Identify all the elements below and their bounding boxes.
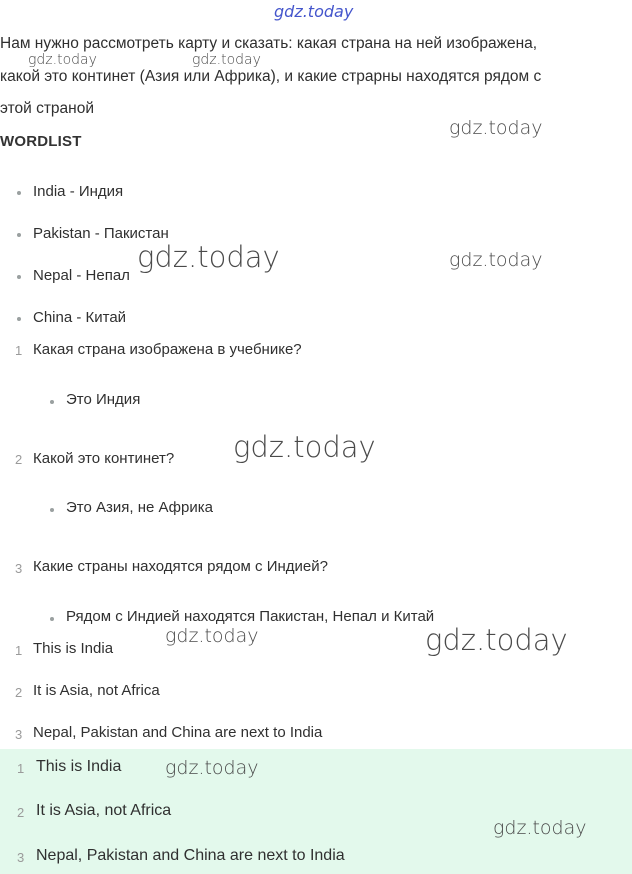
question-number: 3 bbox=[15, 561, 23, 576]
watermark: gdz.today bbox=[165, 625, 259, 647]
list-item: Nepal - Непал bbox=[33, 267, 130, 284]
bullet-icon bbox=[17, 317, 21, 321]
answer-number: 2 bbox=[17, 805, 25, 820]
watermark: gdz.today bbox=[425, 623, 568, 657]
bullet-icon bbox=[50, 617, 54, 621]
bullet-icon bbox=[17, 275, 21, 279]
bullet-icon bbox=[17, 233, 21, 237]
answer-number: 2 bbox=[15, 685, 23, 700]
bullet-icon bbox=[50, 508, 54, 512]
intro-line-3: этой страной bbox=[0, 100, 95, 117]
watermark: gdz.today bbox=[449, 249, 543, 271]
intro-line-2: какой это континет (Азия или Африка), и какие страрны находятся рядом с bbox=[0, 68, 542, 85]
watermark: gdz.today bbox=[28, 52, 97, 68]
wordlist-title: WORDLIST bbox=[0, 133, 82, 150]
list-item: India - Индия bbox=[33, 183, 124, 200]
answer-text: It is Asia, not Africa bbox=[36, 802, 172, 819]
watermark-top: gdz.today bbox=[274, 2, 354, 21]
watermark: gdz.today bbox=[233, 430, 376, 464]
bullet-icon bbox=[17, 191, 21, 195]
question-text: Какие страны находятся рядом с Индией? bbox=[33, 558, 328, 575]
question-text: Какая страна изображена в учебнике? bbox=[33, 341, 302, 358]
answer-text: Nepal, Pakistan and China are next to India bbox=[33, 724, 323, 741]
answer-text: Nepal, Pakistan and China are next to India bbox=[36, 847, 345, 864]
watermark: gdz.today bbox=[137, 240, 280, 274]
bullet-icon bbox=[50, 400, 54, 404]
answer-text: It is Asia, not Africa bbox=[33, 682, 160, 699]
answer-number: 3 bbox=[17, 850, 25, 865]
answer-text: This is India bbox=[36, 758, 122, 775]
watermark: gdz.today bbox=[192, 52, 261, 68]
list-item: China - Китай bbox=[33, 309, 127, 326]
answer-text: This is India bbox=[33, 640, 114, 657]
question-answer: Это Индия bbox=[66, 391, 141, 408]
watermark: gdz.today bbox=[449, 117, 543, 139]
answer-number: 3 bbox=[15, 727, 23, 742]
intro-line-1: Нам нужно рассмотреть карту и сказать: какая страна на ней изображена, bbox=[0, 35, 538, 52]
watermark: gdz.today bbox=[493, 817, 587, 839]
answer-number: 1 bbox=[17, 761, 25, 776]
question-number: 2 bbox=[15, 452, 23, 467]
watermark: gdz.today bbox=[165, 757, 259, 779]
question-number: 1 bbox=[15, 343, 23, 358]
question-answer: Рядом с Индией находятся Пакистан, Непал и Китай bbox=[66, 608, 435, 625]
answer-number: 1 bbox=[15, 643, 23, 658]
list-item: Pakistan - Пакистан bbox=[33, 225, 169, 242]
question-answer: Это Азия, не Африка bbox=[66, 499, 213, 516]
question-text: Какой это континет? bbox=[33, 450, 175, 467]
